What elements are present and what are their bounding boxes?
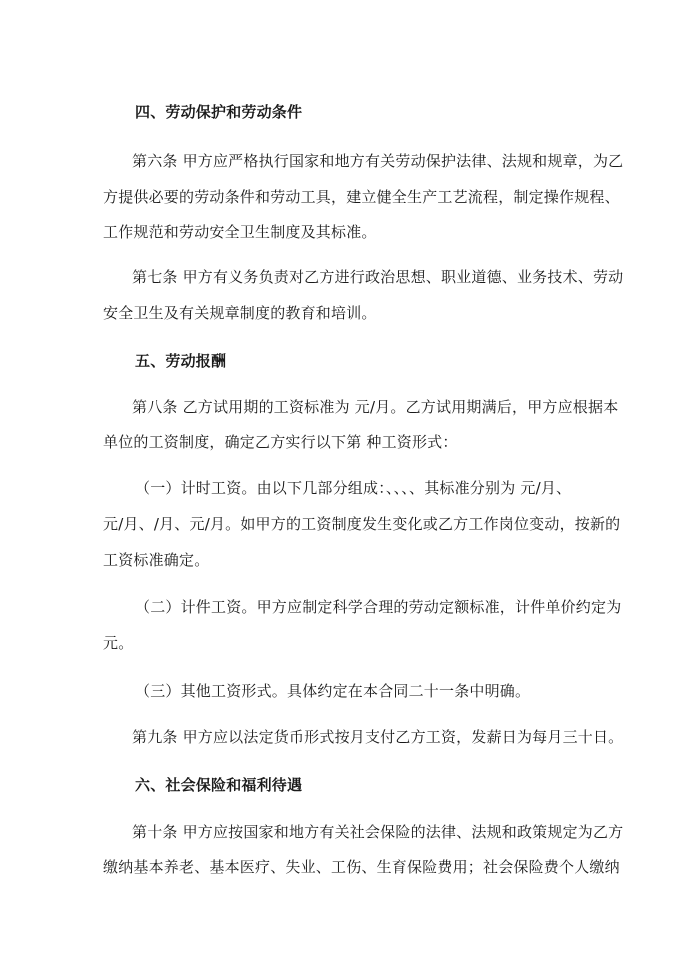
article-6-line-3: 工作规范和劳动安全卫生制度及其标准。: [103, 223, 377, 241]
other-wage-line: （三）其他工资形式。具体约定在本合同二十一条中明确。: [135, 682, 531, 700]
article-10-line-1: 第十条 甲方应按国家和地方有关社会保险的法律、法规和政策规定为乙方: [132, 823, 624, 841]
article-6-line-1: 第六条 甲方应严格执行国家和地方有关劳动保护法律、法规和规章，为乙: [132, 152, 624, 170]
article-7-line-2: 安全卫生及有关规章制度的教育和培训。: [103, 304, 377, 322]
piece-wage-line-1: （二）计件工资。甲方应制定科学合理的劳动定额标准，计件单价约定为: [135, 598, 622, 616]
article-7-line-1: 第七条 甲方有义务负责对乙方进行政治思想、职业道德、业务技术、劳动: [132, 268, 624, 286]
article-8-line-2: 单位的工资制度，确定乙方实行以下第 种工资形式：: [103, 433, 458, 451]
time-wage-line-2: 元/月、/月、元/月。如甲方的工资制度发生变化或乙方工作岗位变动，按新的: [103, 515, 621, 533]
article-9-line: 第九条 甲方应以法定货币形式按月支付乙方工资，发薪日为每月三十日。: [132, 728, 624, 746]
article-10-line-2: 缴纳基本养老、基本医疗、失业、工伤、生育保险费用；社会保险费个人缴纳: [103, 858, 620, 876]
section-heading-labor-protection: 四、劳动保护和劳动条件: [135, 103, 303, 121]
piece-wage-line-2: 元。: [103, 634, 134, 652]
article-6-line-2: 方提供必要的劳动条件和劳动工具，建立健全生产工艺流程，制定操作规程、: [103, 188, 620, 206]
article-8-line-1: 第八条 乙方试用期的工资标准为 元/月。乙方试用期满后，甲方应根据本: [132, 398, 619, 416]
time-wage-line-3: 工资标准确定。: [103, 551, 210, 569]
section-heading-compensation: 五、劳动报酬: [135, 352, 227, 370]
section-heading-social-insurance: 六、社会保险和福利待遇: [135, 776, 303, 794]
time-wage-line-1: （一）计时工资。由以下几部分组成：、、、、其标准分别为 元/月、: [135, 479, 572, 497]
